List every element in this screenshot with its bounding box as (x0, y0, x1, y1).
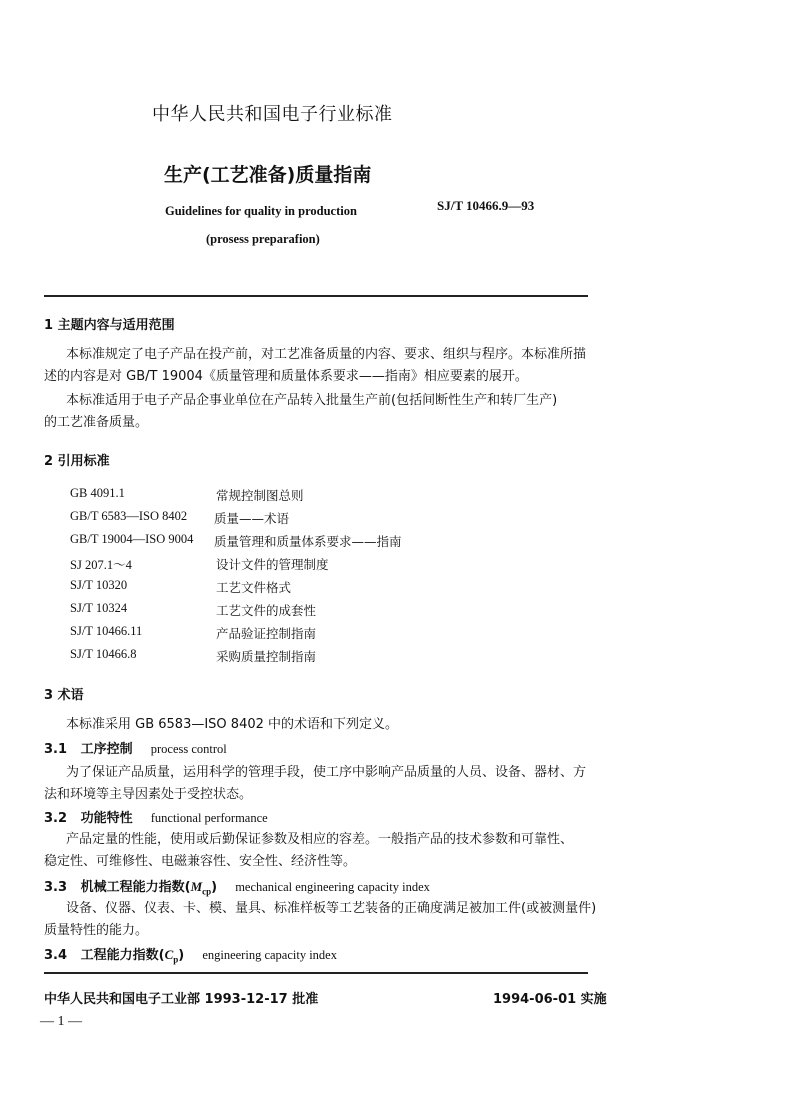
section-3-heading: 3 术语 (44, 688, 84, 703)
term-symbol: C (164, 947, 174, 962)
term-number: 3.1 (44, 742, 68, 757)
term-number: 3.4 (44, 948, 68, 963)
term-cn: 功能特性 (80, 811, 133, 826)
reference-code: GB/T 19004—ISO 9004 (70, 532, 194, 546)
document-title-en-line2: (prosess preparafion) (206, 232, 320, 246)
section-1-para1-line1: 本标准规定了电子产品在投产前，对工艺准备质量的内容、要求、组织与程序。本标准所描 (66, 347, 587, 362)
term-3-1-def-line1: 为了保证产品质量，运用科学的管理手段，使工序中影响产品质量的人员、设备、器材、方 (66, 765, 587, 780)
section-1-para2-line2: 的工艺准备质量。 (44, 415, 149, 430)
term-3-4-heading (44, 944, 337, 965)
reference-code: SJ 207.1～4 (70, 558, 132, 572)
term-close-paren: ) (178, 948, 185, 963)
section-1-para1-line2: 述的内容是对 GB/T 19004《质量管理和质量体系要求——指南》相应要素的展开。 (44, 369, 528, 384)
term-3-3-def-line1: 设备、仪器、仪表、卡、模、量具、标准样板等工艺装备的正确度满足被加工件(或被测量件) (66, 901, 597, 916)
reference-code: SJ/T 10466.11 (70, 624, 143, 638)
standard-code: SJ/T 10466.9—93 (437, 198, 535, 213)
section-1-heading: 1 主题内容与适用范围 (44, 318, 175, 333)
term-symbol: M (190, 879, 203, 894)
reference-name: 产品验证控制指南 (216, 626, 317, 641)
term-number: 3.2 (44, 811, 68, 826)
reference-name: 采购质量控制指南 (216, 649, 317, 664)
reference-name: 设计文件的管理制度 (216, 557, 329, 572)
section-1-para2-line1: 本标准适用于电子产品企事业单位在产品转入批量生产前(包括间断性生产和转厂生产) (66, 393, 558, 408)
document-title-cn: 生产(工艺准备)质量指南 (164, 164, 372, 186)
term-3-2-def-line1: 产品定量的性能，使用或后勤保证参数及相应的容差。一般指产品的技术参数和可靠性、 (66, 832, 574, 847)
reference-code: GB/T 6583—ISO 8402 (70, 509, 188, 523)
term-3-2-heading (44, 807, 268, 826)
term-number: 3.3 (44, 880, 68, 895)
top-divider (44, 295, 588, 297)
term-cn: 机械工程能力指数( (80, 880, 191, 895)
term-en: engineering capacity index (202, 948, 337, 962)
reference-name: 质量——术语 (214, 511, 290, 526)
reference-name: 质量管理和质量体系要求——指南 (214, 534, 402, 549)
effective-date: 1994-06-01 实施 (493, 992, 607, 1007)
term-en: process control (150, 742, 227, 756)
reference-code: SJ/T 10320 (70, 578, 128, 592)
reference-name: 常规控制图总则 (216, 488, 304, 503)
term-3-3-def-line2: 质量特性的能力。 (44, 923, 149, 938)
section-3-intro: 本标准采用 GB 6583—ISO 8402 中的术语和下列定义。 (66, 717, 399, 732)
approval-line: 中华人民共和国电子工业部 1993-12-17 批准 (44, 992, 319, 1007)
term-en: mechanical engineering capacity index (235, 880, 430, 894)
section-2-heading: 2 引用标准 (44, 454, 110, 469)
term-symbol-subscript: cp (202, 886, 212, 897)
bottom-divider (44, 972, 588, 974)
term-3-3-heading (44, 876, 430, 897)
term-cn: 工程能力指数( (80, 948, 165, 963)
term-3-2-def-line2: 稳定性、可维修性、电磁兼容性、安全性、经济性等。 (44, 854, 357, 869)
reference-code: SJ/T 10324 (70, 601, 128, 615)
reference-code: GB 4091.1 (70, 486, 125, 500)
term-en: functional performance (150, 811, 268, 825)
term-cn: 工序控制 (80, 742, 133, 757)
reference-name: 工艺文件格式 (216, 580, 292, 595)
reference-code: SJ/T 10466.8 (70, 647, 137, 661)
term-symbol-subscript: p (173, 954, 179, 965)
page-number: — 1 — (40, 1014, 82, 1029)
issuing-body-title: 中华人民共和国电子行业标准 (152, 104, 393, 125)
term-3-1-heading (44, 738, 227, 757)
term-close-paren: ) (211, 880, 218, 895)
reference-name: 工艺文件的成套性 (216, 603, 317, 618)
document-title-en-line1: Guidelines for quality in production (165, 204, 357, 218)
term-3-1-def-line2: 法和环境等主导因素处于受控状态。 (44, 787, 253, 802)
